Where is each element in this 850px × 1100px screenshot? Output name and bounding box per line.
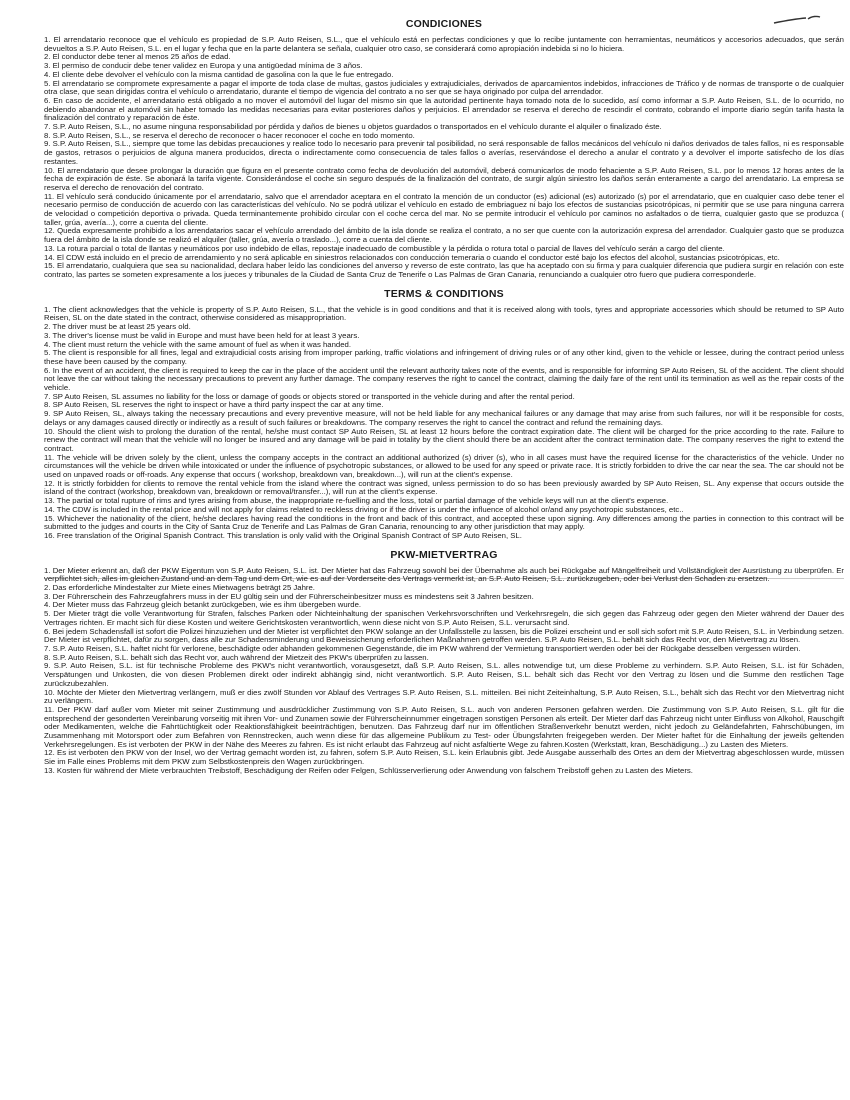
clause: 2. The driver must be at least 25 years old. [44,322,191,332]
clause: 2. Das erforderliche Mindestalter zur Miete eines Mietwagens beträgt 25 Jahre. [44,583,315,593]
clause: 6. In the event of an accident, the client is required to keep the car in the place of the accident until the relevant authority takes note of the events, and is responsible for informing SP Auto Reisen, SL of the accident. The client should not leave the car without taking the necessary precautions to prevent any further damage. The company reserves the right to cancel the contract, claiming the daily fare of the rent until its termination as well as the repair costs of the vehicle. [44,365,844,393]
clause: 2. El conductor debe tener al menos 25 años de edad. [44,52,231,62]
clause: 1. The client acknowledges that the vehicle is property of S.P. Auto Reisen, S.L., that the vehicle is in good conditions and that it is received along with tools, tyres and appropriate accessories which should be returned to SP Auto Reisen, SL on the date stated in the contract, otherwise considered as misappropriation. [44,304,844,323]
clause: 10. Möchte der Mieter den Mietvertrag verlängern, muß er dies zwölf Stunden vor Ablauf des Vertrages S.P. Auto Reisen, S.L. mitteilen. Bei nicht Zeiteinhaltung, S.P. Auto Reisen, S.L., behält sich das Recht vor den Mietvertrag nicht zu verlängern. [44,687,844,706]
clause-list [44,306,844,541]
clause: 3. El permiso de conducir debe tener validez en Europa y una antigüedad mínima de 3 años. [44,61,363,71]
contract-page [44,18,844,784]
section-title: CONDICIONES [405,18,483,30]
clause: 12. It is strictly forbidden for clients to remove the rental vehicle from the island where the contract was signed, unless permission to do so has been previously awarded by SP Auto Reisen, SL. Any expense that occurs outside the island of the contract (workshop, breakdown van, breakdown or removal/transfer...), will run at the client's expense. [44,478,844,497]
clause: 16. Free translation of the Original Spanish Contract. This translation is only valid with the Original Spanish Contract of SP Auto Reisen, SL. [44,530,522,540]
clause: 10. El arrendatario que desee prolongar la duración que figura en el presente contrato como fecha de devolución del automóvil, deberá comunicarlos de modo fehaciente a S.P. Auto Reisen, S.L. por lo menos 12 horas antes de la fecha de expiración de éste. Se abonará la tarifa vigente. Considerándose el coche sin seguro después de la finalización del contrato, de surgir algún siniestro los daños serán enteramente a cargo del arrendatario. La empresa se reserva el derecho de renovación del contrato. [44,165,844,192]
clause: 1. El arrendatario reconoce que el vehículo es propiedad de S.P. Auto Reisen, S.L., que el vehículo está en perfectas condiciones y que lo recibe juntamente con herramientas, neumáticos y accesorios adecuados, que serán devueltos a S.P. Auto Reisen, S.L. en el lugar y fecha que en la parte delantera se señala, cualquier otro caso, se considerará como apropiación indebida si no lo hiciera. [44,35,844,53]
clause: 11. El vehículo será conducido únicamente por el arrendatario, salvo que el arrendador aceptara en el contrato la mención de un conductor (es) adicional (es) autorizado (s) por el arrendatario, que en cualquier caso debe tener el necesario permiso de conducción de acuerdo con las características del vehículo. No se podrá utilizar el vehículo en estado de embriaguez ni bajo los efectos de sustancias psicotrópicas, ni permitir que se use para ninguna carrera de velocidad o competición deportiva o privada. Queda terminantemente prohibido circular con el coche cerca del mar. No se permite introducir el vehículo por caminos no asfaltados o de tierra, cualquier gasto que se produzca ( taller, grúa, avería...), corre a cuenta del cliente. [44,191,844,227]
clause: 7. S.P. Auto Reisen, S.L., no asume ninguna responsabilidad por pérdida y daños de bienes u objetos guardados o transportados en el vehículo durante el alquiler o finalizado éste. [44,122,662,132]
clause: 14. El CDW está incluido en el precio de arrendamiento y no será aplicable en siniestros relacionados con conducción temeraria o cuando el conductor esté bajo los efectos del alcohol, sustancias psicotrópicas, etc. [44,252,780,262]
clause: 14. The CDW is included in the rental price and will not apply for claims related to reckless driving or if the driver is under the influence of alcohol or/and any psychotropic substances, etc.. [44,504,684,514]
clause: 8. SP Auto Reisen, SL reserves the right to inspect or have a third party inspect the car at any time. [44,400,384,410]
clause: 4. The client must return the vehicle with the same amount of fuel as when it was handed. [44,339,352,349]
clause-list [44,567,844,776]
clause: 3. The driver's license must be valid in Europe and must have been held for at least 3 years. [44,330,360,340]
clause: 4. El cliente debe devolver el vehículo con la misma cantidad de gasolina con la que le fue entregado. [44,69,394,79]
clause: 15. El arrendatario, cualquiera que sea su nacionalidad, declara haber leído las condiciones del anverso y reverso de este contrato, las que ha aceptado con su firma y para cualquier diferencia que pudiera surgir en relación con este contrato, las partes se someten expresamente a los jueces y tribunales de la Ciudad de Santa Cruz de Tenerife o Las Palmas de Gran Canaria, renunciando a cualquier otro fuero que pudiera corresponderle. [44,261,844,279]
clause: 13. Kosten für während der Miete verbrauchten Treibstoff, Beschädigung der Reifen oder Felgen, Schlüsserverlierung oder Anwendung von falschem Treibstoff gehen zu Lasten des Mieters. [44,765,693,775]
clause: 9. S.P. Auto Reisen, S.L. ist für technische Probleme des PKW's nicht verantwortlich, vorausgesetzt, daß S.P. Auto Reisen, S.L. alles notwendige tut, um diese Probleme zu verhindern. S.P. Auto Reisen, S.L. ist für Schäden, Verspätungen und Unkosten, die von diesen Problemen direkt oder indirekt abhängig sind, nicht verantwortlich. S.P. Auto Reisen, S.L. behält sich das Recht vor den Vertrag zu lösen und die Summe den restlichen Tage zurückzubezahlen. [44,661,844,688]
clause: 12. Queda expresamente prohibido a los arrendatarios sacar el vehículo arrendado del ámbito de la isla donde se realiza el contrato, a no ser que cuente con la autorización expresa del arrendador. Cualquier gasto que se produzca fuera del ámbito de la isla donde se realizó el alquiler (taller, grúa, avería o traslado...), corre a cuenta del cliente. [44,226,844,245]
clause: 11. Der PKW darf außer vom Mieter mit seiner Zustimmung und ausdrücklicher Zustimmung von S.P. Auto Reisen, S.L. auch von anderen Personen gefahren werden. Die Zustimmung von S.P. Auto Reisen, S.L. gilt für die entsprechend der gesonderten Vereinbarung vorseitig mit ihren Vor- und Zunamen sowie der Führerscheinnummer eingetragen sonstigen Personen als erteilt. Der Mieter darf das Fahrzeug nicht unter Einfluss von Alkohol, Rauschgift oder Medikamenten, welche die Fahrtüchtigkeit oder Reaktionsfähigkeit beeinträchtigen, benutzen. Das Fahrzeug darf nur im öffentlichen Straßenverkehr benutzt werden, nicht jedoch zu Geländefahrten, Fahrschübungen, im Zusammenhang mit Motorsport oder zum Befahren von Rennstrecken, auch wenn diese für das allgemeine Publikum zu Test- oder Übungsfahrten freigegeben werden. Der Mieter haftet für die Einhaltung der jeweils geltenden Verkehrsregelungen. Es ist verboten der PKW in der Nähe des Meeres zu fahren. Es ist nicht erlaubt das Fahrzeug auf nicht asfaltierte Wege zu fahren.Kosten (Werkstatt, kran, Beschädigung...) zu Lasten des Mieters. [44,704,844,749]
clause: 5. El arrendatario se compromete expresamente a pagar el importe de toda clase de multas, gastos judiciales y extrajudiciales, derivados de aparcamientos indebidos, infracciones de Tráfico y de normas de transporte o de cualquier otra clase, que sean dirigidas contra el vehículo o arrendatario, durante el tiempo de vigencia del contrato a no ser que se haya originado por culpa del arrendador. [44,78,844,97]
clause: 3. Der Führerschein des Fahrzeugfahrers muss in der EU gültig sein und der Führerscheinbesitzer muss es mindestens seit 3 Jahren besitzen. [44,591,534,601]
clause: 11. The vehicle will be driven solely by the client, unless the company accepts in the contract an additional authorized (s) driver (s), who in all cases must have the required license for the characteristics of the vehicle. Under no circumstances will the vehicle be driven while intoxicated or under the influence of psychotropic substances, or allowed to be used for any speed or private race. It is strictly forbidden to drive the car near the sea. The car should not be used on unpaved roads or off-roads. Any expense that occurs ( workshop, breakdown van, breakdown...), will run at the client's expense. [44,452,844,480]
clause: 8. S.P. Auto Reisen, S.L., se reserva el derecho de reconocer o hacer reconocer el coche en todo momento. [44,130,415,140]
clause: 6. En caso de accidente, el arrendatario está obligado a no mover el automóvil del lugar del mismo sin que la autoridad pertinente haya tomado nota de lo sucedido, así como informar a S.P. Auto Reisen, S.L. de lo ocurrido, no debiendo abandonar el automóvil sin haber tomado las medidas necesarias para evitar posteriores daños y perjuicios. El arrendador se reserva el derecho de rescindir el contrato, cobrando el importe diario según tarifa hasta la finalización del contrato y reparación de éste. [44,95,844,123]
section-condiciones [44,18,844,280]
clause: 8. S.P. Auto Reisen, S.L. behält sich das Recht vor, auch während der Mietzeit des PKW's überprüfen zu lassen. [44,652,429,662]
section-title: TERMS & CONDITIONS [384,287,504,300]
clause: 7. SP Auto Reisen, SL assumes no liability for the loss or damage of goods or objects stored or transported in the vehicle during and after the rental period. [44,391,575,401]
clause: 12. Es ist verboten den PKW von der Insel, wo der Vertrag gemacht worden ist, zu fahren, sofern S.P. Auto Reisen, S.L. kein Erlaubnis gibt. Jede Ausgabe ausserhalb des Ortes an dem der Mietvertrag abgeschlossen wurde, müssen Sie im Falle eines Problems mit dem PKW zum Selbstkostenpreis den Wagen zurückbringen. [44,748,844,767]
clause: 5. The client is responsible for all fines, legal and extrajudicial costs arising from improper parking, traffic violations and infringement of driving rules or of any other kind, given to the vehicle or lessee, during the contract period unless these have been caused by the company. [44,348,844,366]
clause: 13. La rotura parcial o total de llantas y neumáticos por uso indebido de ellas, repostaje inadecuado de combustible y la pérdida o rotura total o parcial de llaves del vehículo serán a cargo del cliente. [44,243,725,253]
clause: 13. The partial or total rupture of rims and tyres arising from abuse, the inappropriate re-fuelling and the loss, total or partial damage of the vehicle keys will run at the client's expense. [44,496,669,506]
section-pkw-mietvertrag [44,549,844,776]
clause: 7. S.P. Auto Reisen, S.L. haftet nicht für verlorene, beschädigte oder abhanden gekommenen Gegenstände, die im PKW während der Vermietung transportiert werden oder bei der Rückgabe desselben vergessen würden. [44,644,801,653]
clause: 6. Bei jedem Schadensfall ist sofort die Polizei hinzuziehen und der Mieter ist verpflichtet den PKW solange an der Unfallsstelle zu lassen, bis die Polizei erscheint und er soll sich sofort mit S.P. Auto Reisen, S.L. in Verbindung setzen. Der Mieter ist verpflichtet, dafür zu sorgen, dass alle zur Schadensminderung und Beweissicherung erforderlichen Maßnahmen getroffen werden. S.P. Auto Reisen, S.L. behält sich das Recht vor, den Mietvertrag zu lösen. [44,626,844,645]
clause: 4. Der Mieter muss das Fahrzeug gleich betankt zurückgeben, wie es ihm übergeben wurde. [44,600,362,610]
clause: 9. SP Auto Reisen, SL, always taking the necessary precautions and every preventive measure, will not be held liable for any mechanical failures or any damage that may arise from such failures, nor will it be responsible for costs, delays or any damages caused directly or indirectly as a result of such failures or breakdowns. The company reserves the right to cancel the contract and refund the remaining days. [44,409,844,427]
clause: 5. Der Mieter trägt die volle Verantwortung für Strafen, falsches Parken oder Nichteinhaltung der spanischen Verkehrsvorschriften und Verkehrsregeln, die sich gegen das Fahrzeug oder gegen den Mieter während der Dauer des Vertrages richten. Er macht sich für diese Kosten und weitere Gerichtskosten verantwortlich, wenn diese nicht von S.P. Auto Reisen, S.L. verursacht sind. [44,609,844,627]
clause: 10. Should the client wish to prolong the duration of the rental, he/she must contact SP Auto Reisen, SL at least 12 hours before the contract expiration date. The client will be charged for the price according to the rate. Failure to renew the contract will mean that the vehicle will no longer be insured and any damage will be paid in totality by the client should there be an accident after the contract termination date. The company reserves the right to extend the contract. [44,426,844,453]
clause-list [44,36,844,280]
clause: 1. Der Mieter erkennt an, daß der PKW Eigentum von S.P. Auto Reisen, S.L. ist. Der Mieter hat das Fahrzeug sowohl bei der Übernahme als auch bei Rückgabe auf Mängelfreiheit und Vollständigkeit der Ausrüstung zu überprüfen. Er verpflichtet sich, alles im gleichen Zustand und an dem Tag und dem Ort, wie es auf der Vorderseite des Vertrags vermerkt ist, an S.P. Auto Reisen, S.L. zurückzugeben, oder bei Verlust den Schaden zu ersetzen. [44,565,844,584]
section-title: PKW-MIETVERTRAG [390,548,498,561]
section-terms-conditions [44,288,844,541]
clause: 9. S.P. Auto Reisen, S.L., siempre que tome las debidas precauciones y realice todo lo necesario para prevenir tal posibilidad, no será responsable de fallos mecánicos del vehículo ni daños derivados de tales fallos, ni es responsable de gastos, retrasos o perjuicios de alguna manera producidos, directa o indirectamente como consecuencia de tales fallos o averías, reservándose el derecho a anular el contrato y a devolver el importe satisfecho de los días restantes. [44,139,844,166]
clause: 15. Whichever the nationality of the client, he/she declares having read the conditions in the front and back of this contract, and accepted these upon signing. Any differences among the parties in connection to this contract will be submitted to the judges and courts in the City of Santa Cruz de Tenerife and Las Palmas de Gran Canaria, renouncing to any other jurisdiction that may apply. [44,513,844,532]
